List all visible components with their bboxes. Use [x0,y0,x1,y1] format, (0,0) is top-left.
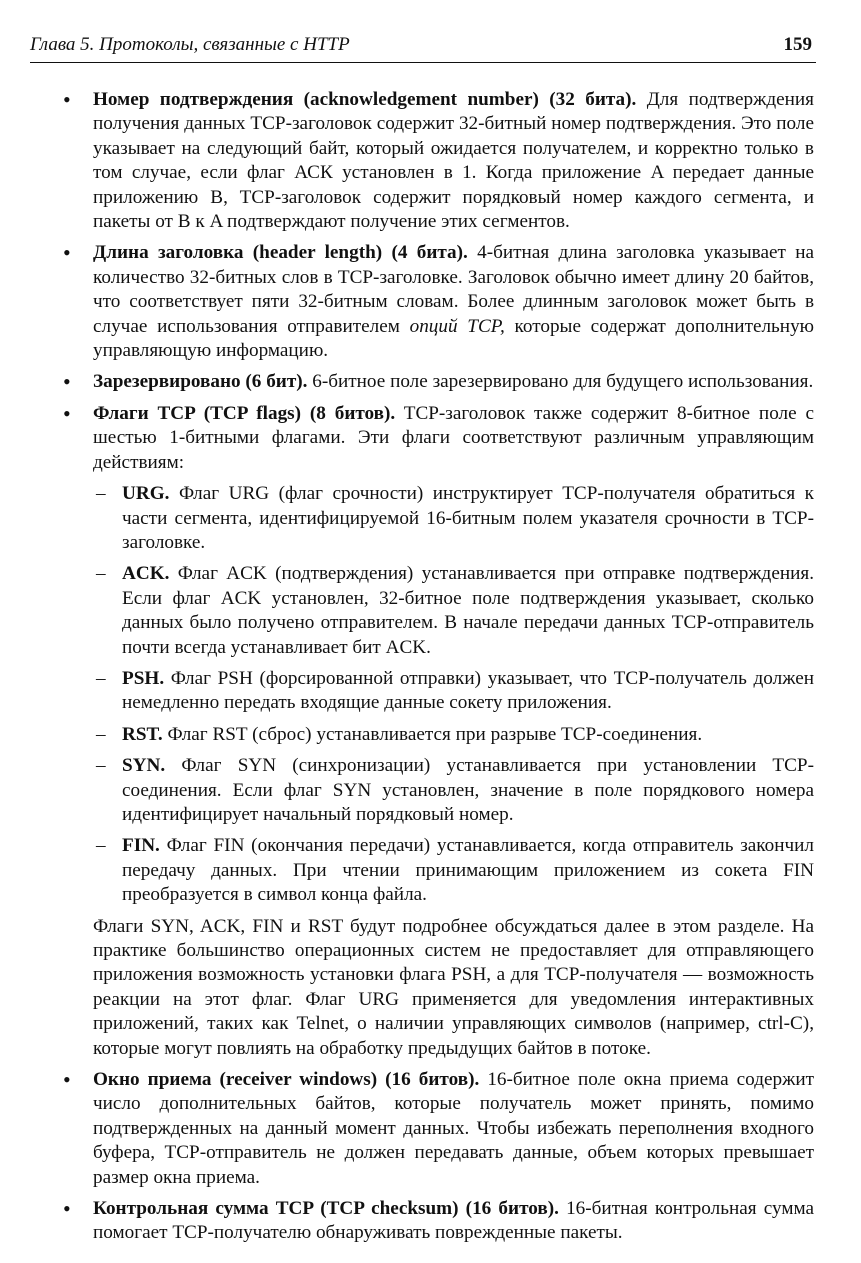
term-checksum: Контрольная сумма TCP (TCP checksum) (16 битов). [93,1198,559,1220]
term-tcp-flags: Флаги TCP (TCP flags) (8 битов). [93,402,396,424]
bullet-header-length [60,241,814,363]
term-reserved: Зарезервировано (6 бит). [93,371,308,393]
bullet-checksum [60,1197,814,1246]
running-header [30,32,816,63]
term-receive-window: Окно приема (receiver windows) (16 битов). [93,1069,480,1091]
chapter-title: Глава 5. Протоколы, связанные с HTTP [30,34,350,55]
emphasis-tcp-options: опций TCP, [409,315,505,337]
flag-name-syn: SYN. [122,755,166,777]
bullet-tcp-flags [60,402,814,475]
flag-text-urg: Флаг URG (флаг срочности) инструктирует TCP-получателя обратиться к части сегмента, идентифицируемой 16-битным полем указателя срочности в TCP-заголовке. [122,483,814,553]
text-ack-number: Для подтверждения получения данных TCP-заголовок содержит 32-битный номер подтверждения. Это поле указывает на следующий байт, который ожидается получателем, и корректно только в том случае, если флаг АСК установлен в 1. Когда приложение A передает данные приложению B, TCP-заголовок содержит порядковый номер каждого сегмента, и пакеты от B к A подтверждают получение этих сегментов. [93,89,814,233]
flag-item-syn [60,754,814,827]
text-tcp-flags: TCP-заголовок также содержит 8-битное поле с шестью 1-битными флагами. Эти флаги соответствуют различным управляющим действиям: [93,402,815,473]
flag-name-psh: PSH. [122,667,165,689]
flag-text-psh: Флаг PSH (форсированной отправки) указывает, что TCP-получатель должен немедленно передать входящие данные сокету приложения. [122,667,814,714]
text-reserved: 6-битное поле зарезервировано для будущего использования. [307,371,814,393]
flag-text-syn: Флаг SYN (синхронизации) устанавливается при установлении TCP-соединения. Если флаг SYN установлен, значение в поле порядкового номера идентифицирует начальный порядковый номер. [122,755,814,825]
flag-name-ack: ACK. [122,563,170,585]
flag-text-rst: Флаг RST (сброс) устанавливается при разрыве TCP-соединения. [162,723,703,745]
flags-note-paragraph: Флаги SYN, ACK, FIN и RST будут подробнее обсуждаться далее в этом разделе. На практике большинство операционных систем не предоставляет для отправляющего приложения возможность установки флага PSH, а для TCP-получателя — возможность реакции на этот флаг. Флаг URG применяется для уведомления интерактивных приложений, таких как Telnet, о наличии управляющих символов (например, ctrl-C), которые могут повлиять на обработку предыдущих байтов в потоке. [93,915,814,1059]
term-ack-number: Номер подтверждения (acknowledgement number) (32 бита). [93,89,637,110]
flag-item-psh [60,667,814,716]
flag-item-fin [60,834,814,907]
flag-item-urg [60,482,814,555]
term-header-length: Длина заголовка (header length) (4 бита). [93,242,468,264]
flag-name-urg: URG. [122,483,170,505]
page-body [60,88,814,1253]
text-checksum: 16-битная контрольная сумма помогает TCP-получателю обнаруживать поврежденные пакеты. [93,1198,814,1244]
bullet-reserved [60,370,814,394]
flag-item-ack [60,562,814,660]
flag-name-rst: RST. [122,723,163,745]
flag-text-ack: Флаг ACK (подтверждения) устанавливается при отправке подтверждения. Если флаг ACK установлен, 32-битное поле подтверждения указывает, сколько данных было получено отправителем. В начале передачи данных TCP-отправитель почти всегда устанавливает бит ACK. [122,563,814,658]
flag-item-rst [60,723,814,747]
flag-text-fin: Флаг FIN (окончания передачи) устанавливается, когда отправитель закончил передачу данных. При чтении принимающим приложением из сокета FIN преобразуется в символ конца файла. [122,835,814,906]
text-receive-window: 16-битное поле окна приема содержит число дополнительных байтов, которые получатель может принять, помимо подтвержденных на данный момент данных. Чтобы избежать переполнения входного буфера, TCP-отправитель не должен передавать данные, объем которых превышает размер окна приема. [93,1069,814,1188]
text-header-length-2: которые содержат дополнительную управляющую информацию. [93,315,815,362]
text-header-length-1: 4-битная длина заголовка указывает на количество 32-битных слов в TCP-заголовке. Заголовок обычно имеет длину 20 байтов, что соответствует пяти 32-битным словам. Более длинным заголовок может быть в случае использования отправителем [93,242,814,337]
bullet-ack-number [60,88,814,234]
page-number: 159 [783,34,812,55]
bullet-receive-window [60,1068,814,1190]
flag-name-fin: FIN. [122,835,160,857]
